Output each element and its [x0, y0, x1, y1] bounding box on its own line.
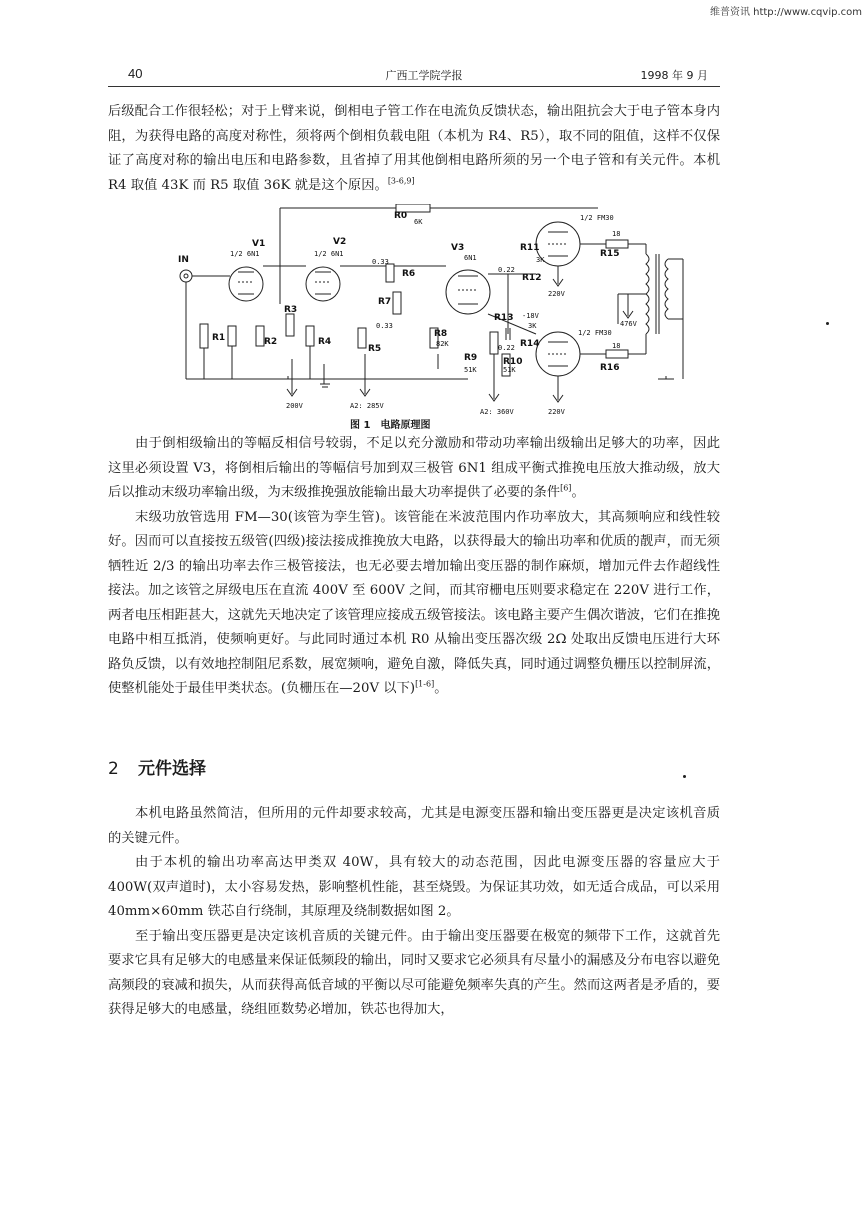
label-r6: R6 — [402, 269, 416, 279]
page-header — [128, 66, 720, 84]
label-285v: A2: 285V — [350, 402, 384, 410]
label-220v-a: 220V — [548, 290, 565, 298]
label-r9: R9 — [464, 353, 478, 363]
paragraph-text: 后级配合工作很轻松；对于上臂来说，倒相电子管工作在电流负反馈状态，输出阻抗会大于电子管本身内阻，为获得电路的高度对称性，须将两个倒相负载电阻（本机为 R4、R5），取不同的阻值，这样不仅保证了高度对称的输出电压和电路参数，且省掉了用其他倒相电路所须的另一个电子管和有关元件。本机 R4 取值 43K 而 R5 取值 36K 就是这个原因。 — [108, 104, 720, 193]
paragraph: 至于输出变压器更是决定该机音质的关键元件。由于输出变压器要在极宽的频带下工作，这就首先要求它具有足够大的电感量来保证低频段的输出，同时又要求它必须具有尽量小的漏感及分布电容以避免高频段的衰减和损失，从而获得高低音域的平衡以尽可能避免频率失真的产生。然而这两者是矛盾的，要获得足够大的电感量，绕组匝数势必增加，铁芯也得加大， — [108, 928, 720, 1017]
label-v3: V3 — [451, 243, 465, 253]
label-c2: 0.33 — [376, 322, 393, 330]
label-3k-top: 3K — [536, 256, 545, 264]
label-r11: R11 — [520, 243, 540, 253]
label-r7: R7 — [378, 297, 392, 307]
label-v3-type: 6N1 — [464, 254, 477, 262]
label-r0: R0 — [394, 211, 408, 221]
label-r14: R14 — [520, 339, 540, 349]
label-r12: R12 — [522, 273, 542, 283]
paragraph-text: 末级功放管选用 FM—30(该管为孪生管)。该管能在米波范围内作功率放大，其高频响应和线性较好。因而可以直接按五级管(四级)接法接成推挽放大电路，以获得最大的输出功率和优质的靓声，而无须牺牲近 2/3 的输出功率去作三极管接法，也无必要去增加输出变压器的制作麻烦，增加元件去作超线性接法。加之该管之屏级电压在直流 400V 至 600V 之间，而其帘栅电压则要求稳定在 220V 进行工作，两者电压相距甚大，这就先天地决定了该管理应接成五级管接法。该电路主要产生偶次谐波，它们在推挽电路中相互抵消，使频响更好。与此同时通过本机 R0 从输出变压器次级 2Ω 处取出反馈电压进行大环路负反馈，以有效地控制阻尼系数，展宽频响，避免自激，降低失真，同时通过调整负栅压以控制屏流，使整机能处于最佳甲类状态。(负栅压在—20V 以下) — [108, 509, 720, 696]
section-title: 元件选择 — [138, 759, 206, 779]
label-3k-bot: 3K — [528, 322, 537, 330]
label-r13: R13 — [494, 313, 514, 323]
label-r15: R15 — [600, 249, 620, 259]
label-220v-b: 220V — [548, 408, 565, 416]
paragraph-tail: 。 — [434, 681, 448, 696]
circuit-figure — [168, 204, 688, 430]
label-v1: V1 — [252, 239, 266, 249]
circuit-diagram — [168, 204, 688, 430]
paragraph: 本机电路虽然简洁，但所用的元件却要求较高，尤其是电源变压器和输出变压器更是决定该机音质的关键元件。 — [108, 806, 720, 846]
scan-speck — [683, 775, 686, 778]
label-360v: A2: 360V — [480, 408, 514, 416]
label-r0-val: 6K — [414, 218, 423, 226]
label-r8: R8 — [434, 329, 448, 339]
body-top — [108, 100, 720, 198]
caption-number: 图 1 — [350, 420, 371, 431]
body-mid — [108, 432, 720, 702]
label-v1-type: 1/2 6N1 — [230, 250, 260, 258]
issue-date: 1998 年 9 月 — [640, 69, 708, 82]
label-r9-val: 51K — [464, 366, 477, 374]
caption-text: 电路原理图 — [380, 420, 431, 431]
paragraph-tail: 。 — [571, 485, 585, 500]
paragraph — [108, 506, 720, 702]
label-r4: R4 — [318, 337, 332, 347]
section-heading — [108, 754, 206, 779]
citation: [6] — [560, 483, 572, 493]
label-r2: R2 — [264, 337, 278, 347]
paragraph: 由于本机的输出功率高达甲类双 40W，具有较大的动态范围，因此电源变压器的容量应大于 400W(双声道时)，太小容易发热，影响整机性能，甚至烧毁。为保证其功效，如无适合成品，可以采用 40mm×60mm 铁芯自行绕制，其原理及绕制数据如图 2。 — [108, 855, 720, 919]
label-200v: 200V — [286, 402, 303, 410]
figure-caption — [350, 416, 430, 431]
label-476v: 476V — [620, 320, 637, 328]
label-r16: R16 — [600, 363, 620, 373]
site-watermark: 维普资讯 http://www.cqvip.com — [709, 7, 862, 18]
page-number: 40 — [128, 66, 143, 81]
body-bottom — [108, 802, 720, 1023]
journal-name: 广西工学院学报 — [385, 69, 463, 82]
label-r10: R10 — [503, 357, 523, 367]
paragraph — [108, 100, 720, 198]
label-c1: 0.33 — [372, 258, 389, 266]
label-18-top: 18 — [612, 230, 621, 238]
label-r5: R5 — [368, 344, 382, 354]
label-fm-bot: 1/2 FM30 — [578, 329, 612, 337]
paragraph — [108, 432, 720, 506]
header-rule — [108, 86, 720, 87]
section-number: 2 — [108, 759, 119, 779]
label-neg18v: -18V — [522, 312, 539, 320]
label-v2: V2 — [333, 237, 347, 247]
label-18-bot: 18 — [612, 342, 621, 350]
label-v2-type: 1/2 6N1 — [314, 250, 344, 258]
paragraph-text: 由于倒相级输出的等幅反相信号较弱，不足以充分激励和带动功率输出级输出足够大的功率，因此这里必须设置 V3，将倒相后输出的等幅信号加到双三极管 6N1 组成平衡式推挽电压放大推动级，放大后以推动末级功率输出级，为末级推挽强放能输出最大功率提供了必要的条件 — [108, 436, 720, 500]
citation: [1-6] — [415, 679, 435, 689]
label-r3: R3 — [284, 305, 298, 315]
label-in: IN — [178, 255, 189, 265]
label-c3: 0.22 — [498, 266, 515, 274]
label-r10-val: 51K — [503, 366, 516, 374]
label-c4: 0.22 — [498, 344, 515, 352]
citation: [3-6,9] — [387, 176, 415, 186]
label-r8-val: 82K — [436, 340, 449, 348]
label-r1: R1 — [212, 333, 226, 343]
label-fm-top: 1/2 FM30 — [580, 214, 614, 222]
scan-speck — [826, 322, 829, 325]
